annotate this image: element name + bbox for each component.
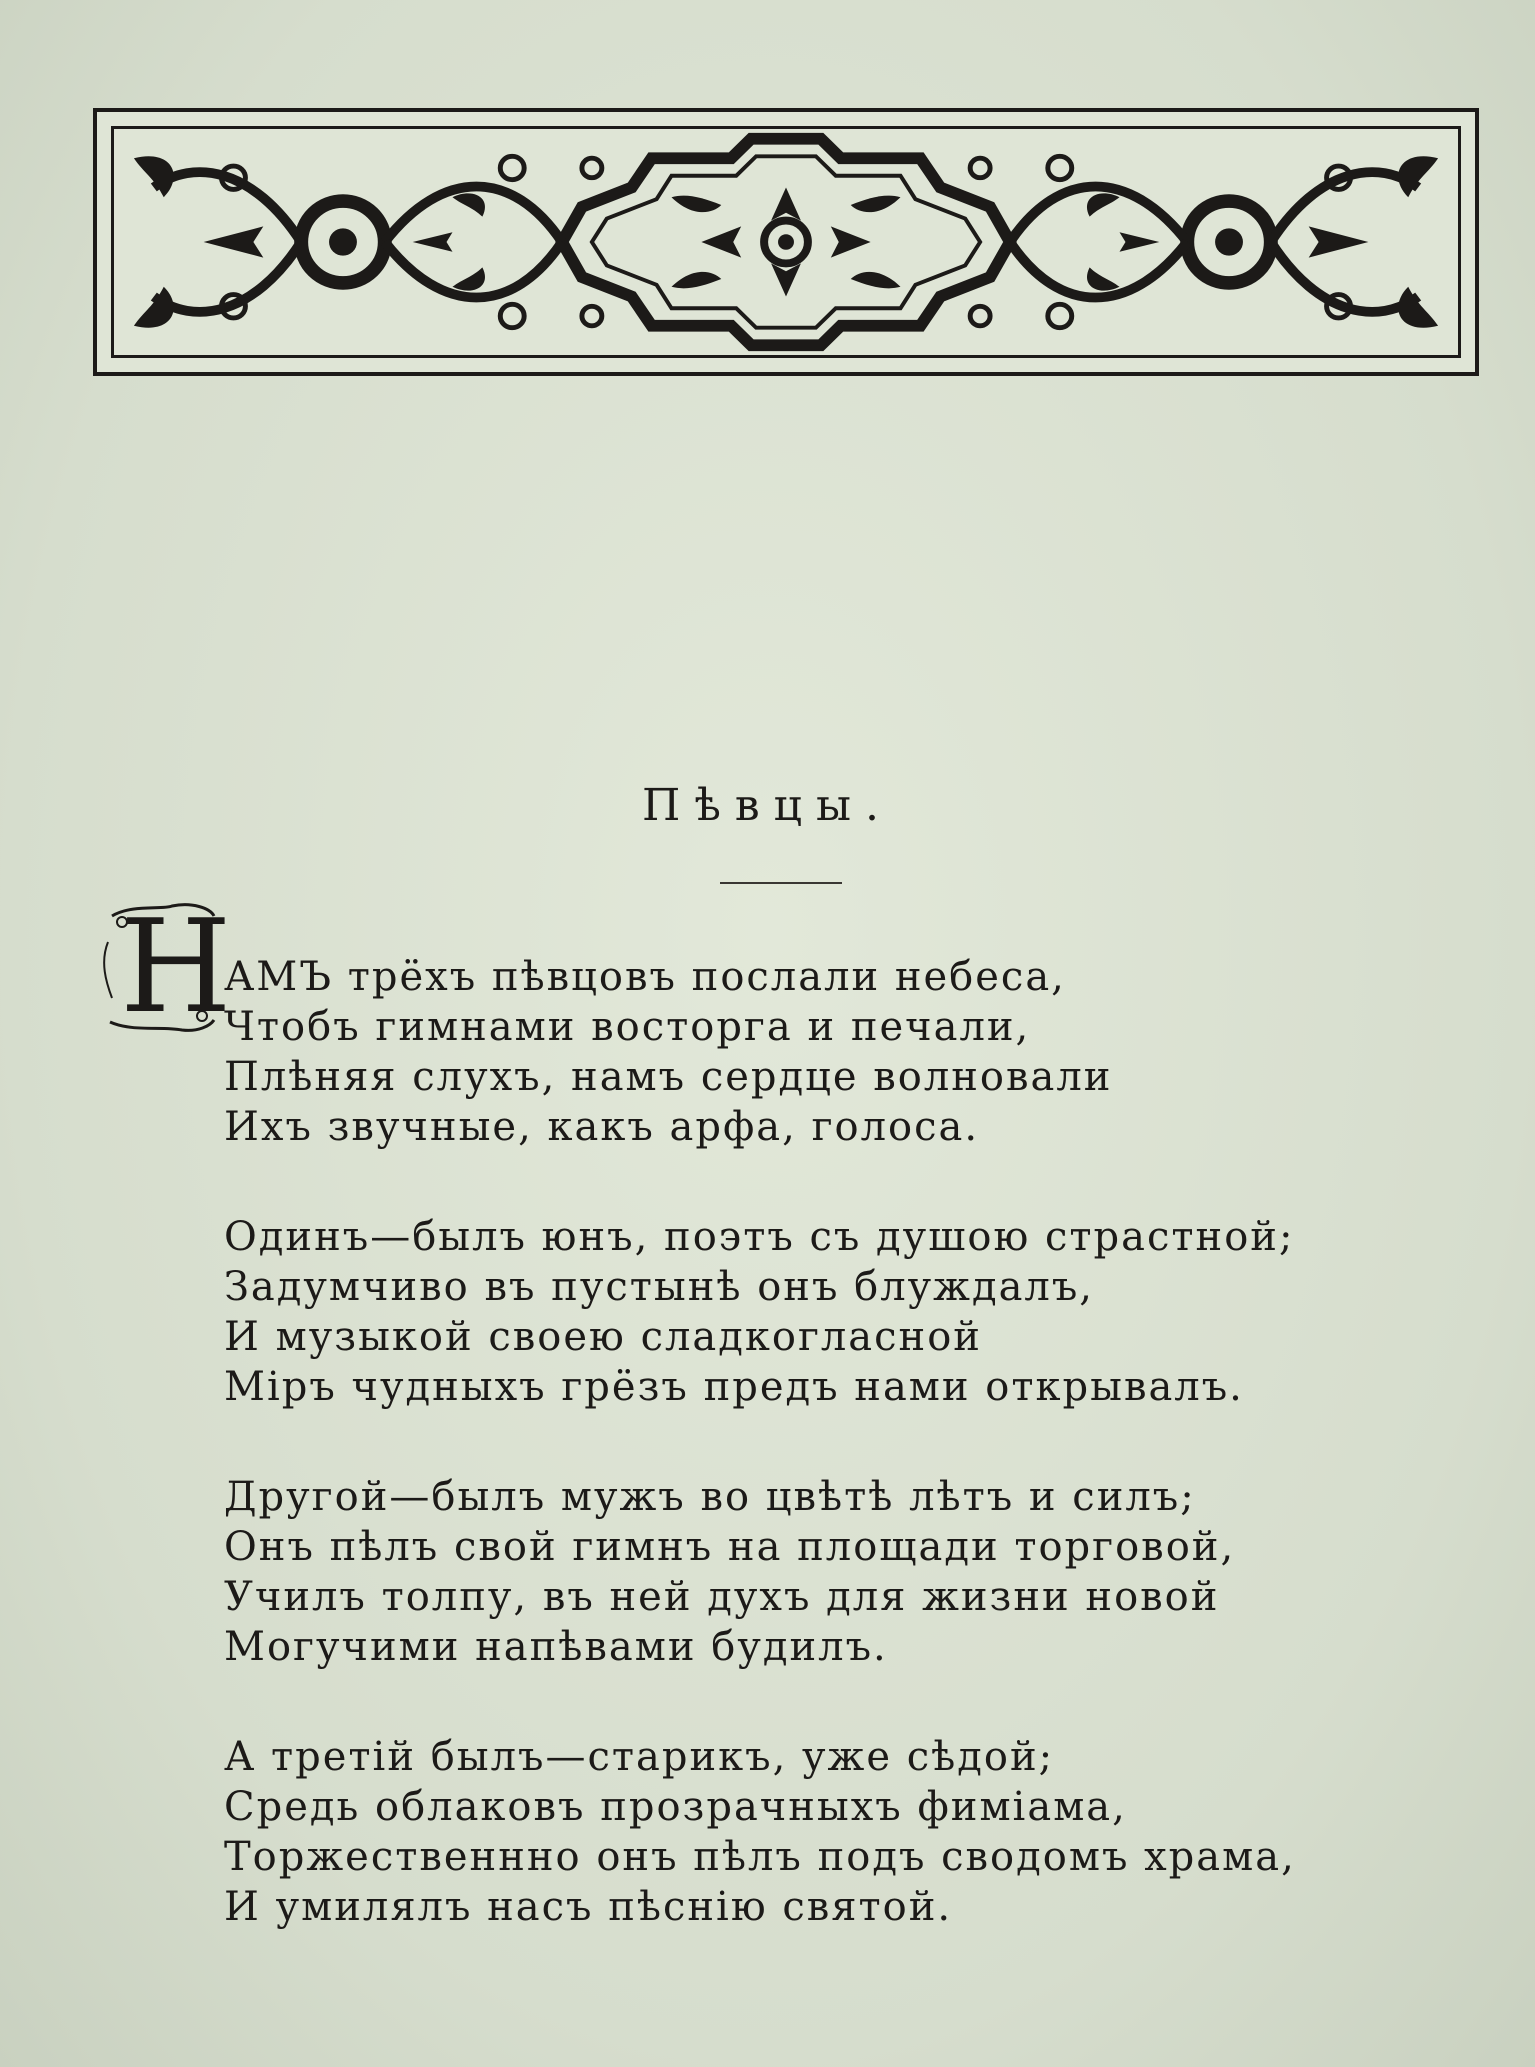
- poem-line: Училъ толпу, въ ней духъ для жизни новой: [224, 1574, 1220, 1620]
- poem-line: Онъ пѣлъ свой гимнъ на площади торговой,: [224, 1524, 1236, 1570]
- ornament-icon: [114, 129, 1458, 355]
- headpiece-inner-frame: [111, 126, 1461, 358]
- poem-line: Другой—былъ мужъ во цвѣтѣ лѣтъ и силъ;: [224, 1474, 1196, 1520]
- poem-line: Ихъ звучные, какъ арфа, голоса.: [224, 1104, 980, 1150]
- ornamental-headpiece: [93, 108, 1479, 376]
- stanza-2: [224, 1212, 1404, 1412]
- poem-line: И умилялъ насъ пѣснію святой.: [224, 1884, 953, 1930]
- stanza-3: [224, 1472, 1404, 1672]
- poem-line: И музыкой своею сладкогласной: [224, 1314, 982, 1360]
- poem-line: Торжественнно онъ пѣлъ подъ сводомъ храма,: [224, 1834, 1296, 1880]
- poem-title: Пѣвцы.: [642, 780, 893, 831]
- poem-line: Задумчиво въ пустынѣ онъ блуждалъ,: [224, 1264, 1094, 1310]
- stanza-1: [224, 952, 1404, 1152]
- drop-cap-initial: [102, 893, 232, 1042]
- title-divider: [720, 882, 842, 884]
- poem-line: Могучими напѣвами будилъ.: [224, 1624, 888, 1670]
- poem-line: АМЪ трёхъ пѣвцовъ послали небеса,: [224, 954, 1066, 1000]
- poem-line: А третій былъ—старикъ, уже сѣдой;: [224, 1734, 1055, 1780]
- poem-line: Міръ чудныхъ грёзъ предъ нами открывалъ.: [224, 1364, 1244, 1410]
- poem-line: Одинъ—былъ юнъ, поэтъ съ душою страстной;: [224, 1214, 1295, 1260]
- poem-body: [224, 952, 1404, 1992]
- poem-line: Чтобъ гимнами восторга и печали,: [224, 1004, 1031, 1050]
- poem-line: Средь облаковъ прозрачныхъ фиміама,: [224, 1784, 1127, 1830]
- drop-cap-letter: Н: [120, 893, 232, 1042]
- poem-line: Плѣняя слухъ, намъ сердце волновали: [224, 1054, 1113, 1100]
- stanza-4: [224, 1732, 1404, 1932]
